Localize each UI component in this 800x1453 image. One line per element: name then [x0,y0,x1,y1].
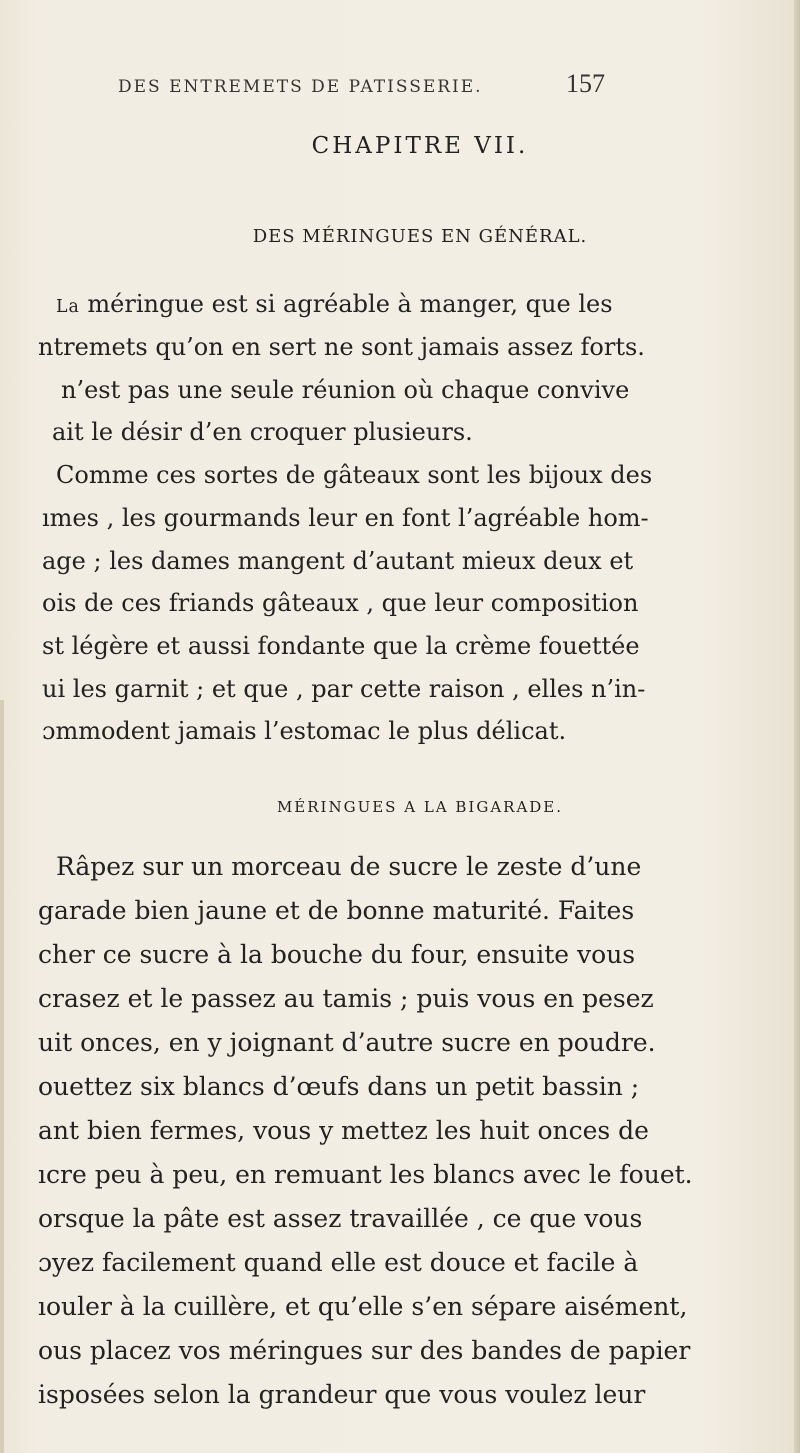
paragraph2-line: orsque la pâte est assez travaillée , ce que vous [38,1204,643,1233]
paragraph1-line [56,290,613,318]
paragraph1-initial: La [56,297,80,317]
paragraph2-line: ant bien fermes, vous y mettez les huit onces de [38,1116,649,1145]
paragraph2-line: ɔyez facilement quand elle est douce et facile à [38,1248,639,1277]
paragraph1-line: n’est pas une seule réunion où chaque convive [61,376,630,404]
section-title: MÉRINGUES A LA BIGARADE. [276,798,564,816]
paragraph1-line: ımes , les gourmands leur en font l’agréable hom- [42,504,649,532]
paragraph2-line: isposées selon la grandeur que vous voulez leur [38,1380,646,1409]
paragraph2-line: ıouler à la cuillère, et qu’elle s’en sépare aisément, [38,1292,688,1321]
page-edge-right [794,0,800,1453]
page-number: 157 [566,69,605,98]
paragraph2-line: ıcre peu à peu, en remuant les blancs avec le fouet. [38,1160,693,1189]
paragraph2-line: cher ce sucre à la bouche du four, ensuite vous [38,940,636,969]
paragraph2-line: ouettez six blancs d’œufs dans un petit bassin ; [38,1072,640,1101]
paragraph2-line: uit onces, en y joignant d’autre sucre en poudre. [38,1028,656,1057]
paragraph1-line: ois de ces friands gâteaux , que leur composition [42,589,639,617]
chapter-title: CHAPITRE VII. [311,133,529,159]
paragraph1-line: st légère et aussi fondante que la crème fouettée [42,632,640,660]
paragraph1-line-rest: méringue est si agréable à manger, que les [79,290,613,318]
paragraph1-line: age ; les dames mangent d’autant mieux deux et [42,547,634,575]
paragraph1-line: ntremets qu’on en sert ne sont jamais assez forts. [38,333,645,361]
paragraph1-line: ait le désir d’en croquer plusieurs. [52,418,473,446]
paragraph2-line: ous placez vos méringues sur des bandes de papier [38,1336,691,1365]
paragraph2-line: Râpez sur un morceau de sucre le zeste d’une [56,852,642,881]
paragraph2-line: crasez et le passez au tamis ; puis vous en pesez [38,984,654,1013]
running-header [118,69,678,107]
chapter-subtitle: DES MÉRINGUES EN GÉNÉRAL. [252,226,588,247]
running-title: DES ENTREMETS DE PATISSERIE. [118,77,483,97]
paragraph1-line: Comme ces sortes de gâteaux sont les bijoux des [56,461,653,489]
paragraph1-line: ui les garnit ; et que , par cette raison , elles n’in- [42,675,646,703]
paragraph1-line: ɔmmodent jamais l’estomac le plus délicat. [42,717,567,745]
paragraph2-line: garade bien jaune et de bonne maturité. Faites [38,896,635,925]
